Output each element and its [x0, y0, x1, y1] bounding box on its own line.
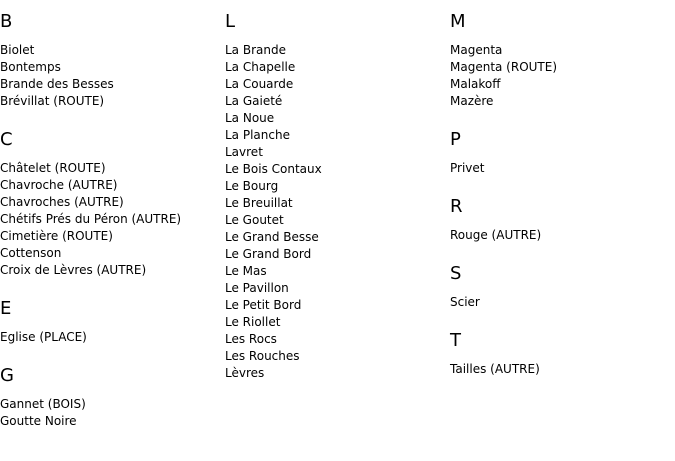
street-link[interactable]: Le Petit Bord: [225, 298, 302, 312]
street-link[interactable]: Les Rocs: [225, 332, 277, 346]
street-link[interactable]: Les Rouches: [225, 349, 300, 363]
street-link[interactable]: Rouge (AUTRE): [450, 228, 542, 242]
index-column: [225, 0, 450, 382]
letter-heading: R: [450, 196, 463, 217]
street-link[interactable]: Gannet (BOIS): [0, 397, 86, 411]
street-link[interactable]: Chavroche (AUTRE): [0, 178, 118, 192]
street-link[interactable]: Privet: [450, 161, 485, 175]
letter-heading: L: [225, 11, 236, 32]
street-link[interactable]: La Noue: [225, 111, 275, 125]
letter-heading: G: [0, 365, 14, 386]
letter-group: [450, 196, 675, 244]
street-link[interactable]: Cimetière (ROUTE): [0, 229, 113, 243]
letter-group: [225, 11, 450, 382]
street-link[interactable]: Biolet: [0, 43, 35, 57]
street-link[interactable]: La Gaieté: [225, 94, 283, 108]
street-link[interactable]: La Brande: [225, 43, 286, 57]
letter-group: [450, 330, 675, 378]
street-link[interactable]: Le Pavillon: [225, 281, 289, 295]
letter-group: [450, 11, 675, 110]
street-link[interactable]: Le Breuillat: [225, 196, 293, 210]
index-column: [0, 0, 225, 430]
letter-heading: P: [450, 129, 461, 150]
street-link[interactable]: Croix de Lèvres (AUTRE): [0, 263, 147, 277]
street-link[interactable]: Malakoff: [450, 77, 501, 91]
letter-group: [0, 129, 225, 279]
street-link[interactable]: La Couarde: [225, 77, 294, 91]
street-link[interactable]: Le Grand Besse: [225, 230, 319, 244]
street-link[interactable]: Chavroches (AUTRE): [0, 195, 124, 209]
street-link[interactable]: Le Bourg: [225, 179, 279, 193]
letter-group: [0, 11, 225, 110]
street-link[interactable]: La Planche: [225, 128, 290, 142]
letter-heading: T: [450, 330, 461, 351]
letter-heading: B: [0, 11, 13, 32]
street-link[interactable]: Magenta: [450, 43, 503, 57]
street-link[interactable]: La Chapelle: [225, 60, 296, 74]
index-column: [450, 0, 675, 378]
street-link[interactable]: Chétifs Prés du Péron (AUTRE): [0, 212, 182, 226]
letter-heading: E: [0, 298, 12, 319]
street-link[interactable]: Eglise (PLACE): [0, 330, 87, 344]
street-link[interactable]: Lèvres: [225, 366, 265, 380]
street-link[interactable]: Le Grand Bord: [225, 247, 312, 261]
street-link[interactable]: Châtelet (ROUTE): [0, 161, 106, 175]
letter-group: [0, 298, 225, 346]
letter-group: [0, 365, 225, 430]
street-link[interactable]: Tailles (AUTRE): [450, 362, 540, 376]
letter-heading: C: [0, 129, 13, 150]
letter-heading: S: [450, 263, 462, 284]
street-link[interactable]: Scier: [450, 295, 480, 309]
street-link[interactable]: Le Bois Contaux: [225, 162, 322, 176]
street-link[interactable]: Magenta (ROUTE): [450, 60, 558, 74]
street-link[interactable]: Goutte Noire: [0, 414, 77, 428]
street-link[interactable]: Le Riollet: [225, 315, 281, 329]
street-link[interactable]: Le Goutet: [225, 213, 284, 227]
street-link[interactable]: Bontemps: [0, 60, 61, 74]
letter-heading: M: [450, 11, 466, 32]
street-link[interactable]: Cottenson: [0, 246, 62, 260]
street-link[interactable]: Mazère: [450, 94, 494, 108]
street-link[interactable]: Brévillat (ROUTE): [0, 94, 105, 108]
street-link[interactable]: Lavret: [225, 145, 263, 159]
letter-group: [450, 263, 675, 311]
letter-group: [450, 129, 675, 177]
street-link[interactable]: Brande des Besses: [0, 77, 114, 91]
street-link[interactable]: Le Mas: [225, 264, 267, 278]
